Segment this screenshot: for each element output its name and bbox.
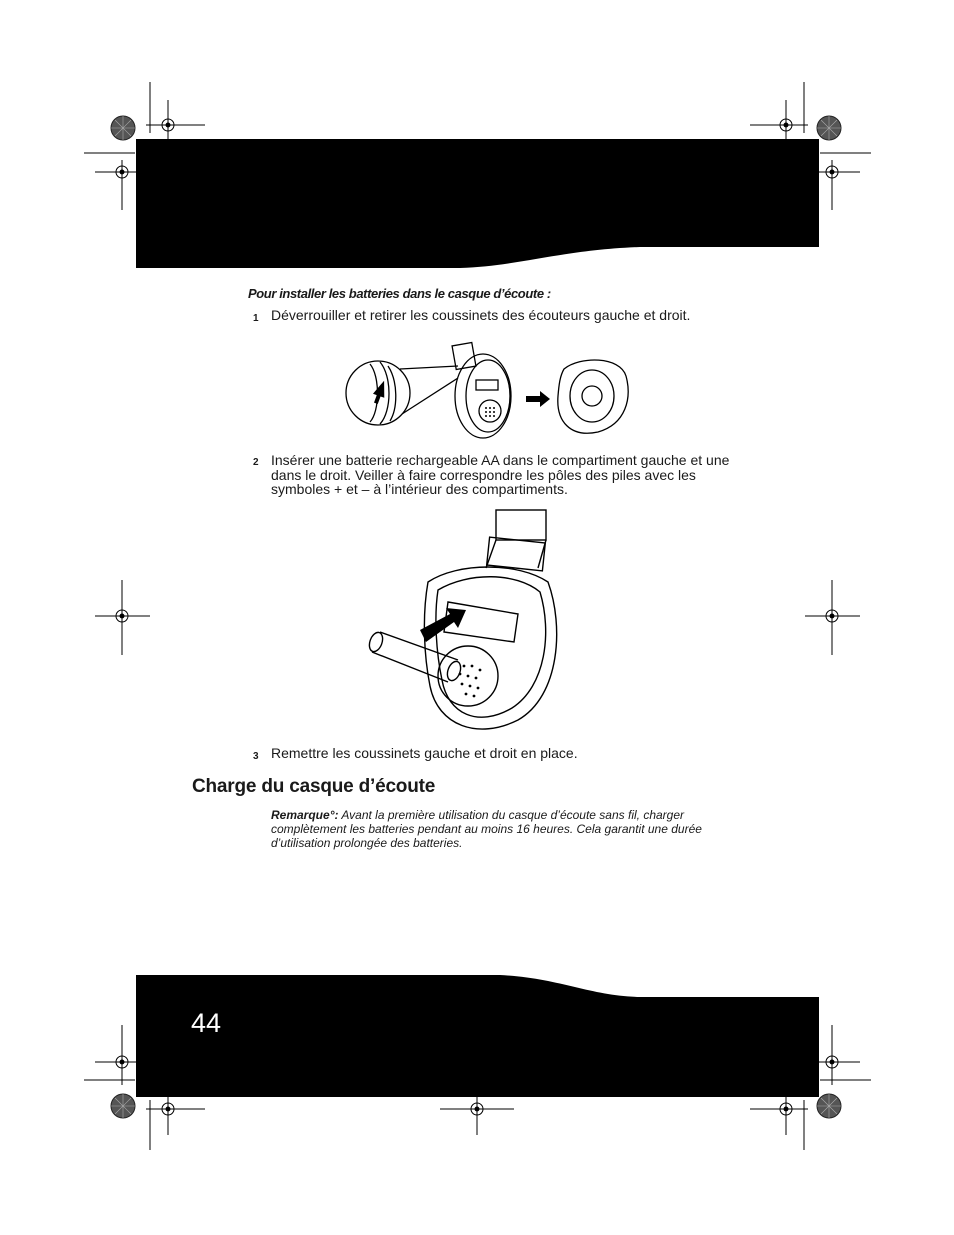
step-number: 2 (253, 457, 259, 468)
note (271, 808, 741, 850)
note-label: Remarque°: (271, 808, 339, 822)
step-text: Remettre les coussinets gauche et droit en place. (271, 745, 578, 761)
step-number: 1 (253, 313, 259, 324)
page-number: 44 (191, 1008, 222, 1038)
section-title: Charge du casque d’écoute (192, 776, 436, 797)
battery-insertion-illustration (368, 506, 588, 738)
step-number: 3 (253, 751, 259, 762)
step-text: Déverrouiller et retirer les coussinets des écouteurs gauche et droit. (271, 307, 691, 323)
step-text: Insérer une batterie rechargeable AA dans le compartiment gauche et une dans le droit. Veiller à faire correspondre les pôles des piles avec les symboles + et – à l’intérieur des compartiments. (271, 452, 730, 497)
earpad-removal-illustration (340, 336, 640, 448)
procedure-heading: Pour installer les batteries dans le casque d’écoute : (248, 286, 551, 301)
note-text: Avant la première utilisation du casque d’écoute sans fil, charger complètement les batteries pendant au moins 16 heures. Cela garantit une durée d’utilisation prolongée des batteries. (271, 808, 702, 850)
